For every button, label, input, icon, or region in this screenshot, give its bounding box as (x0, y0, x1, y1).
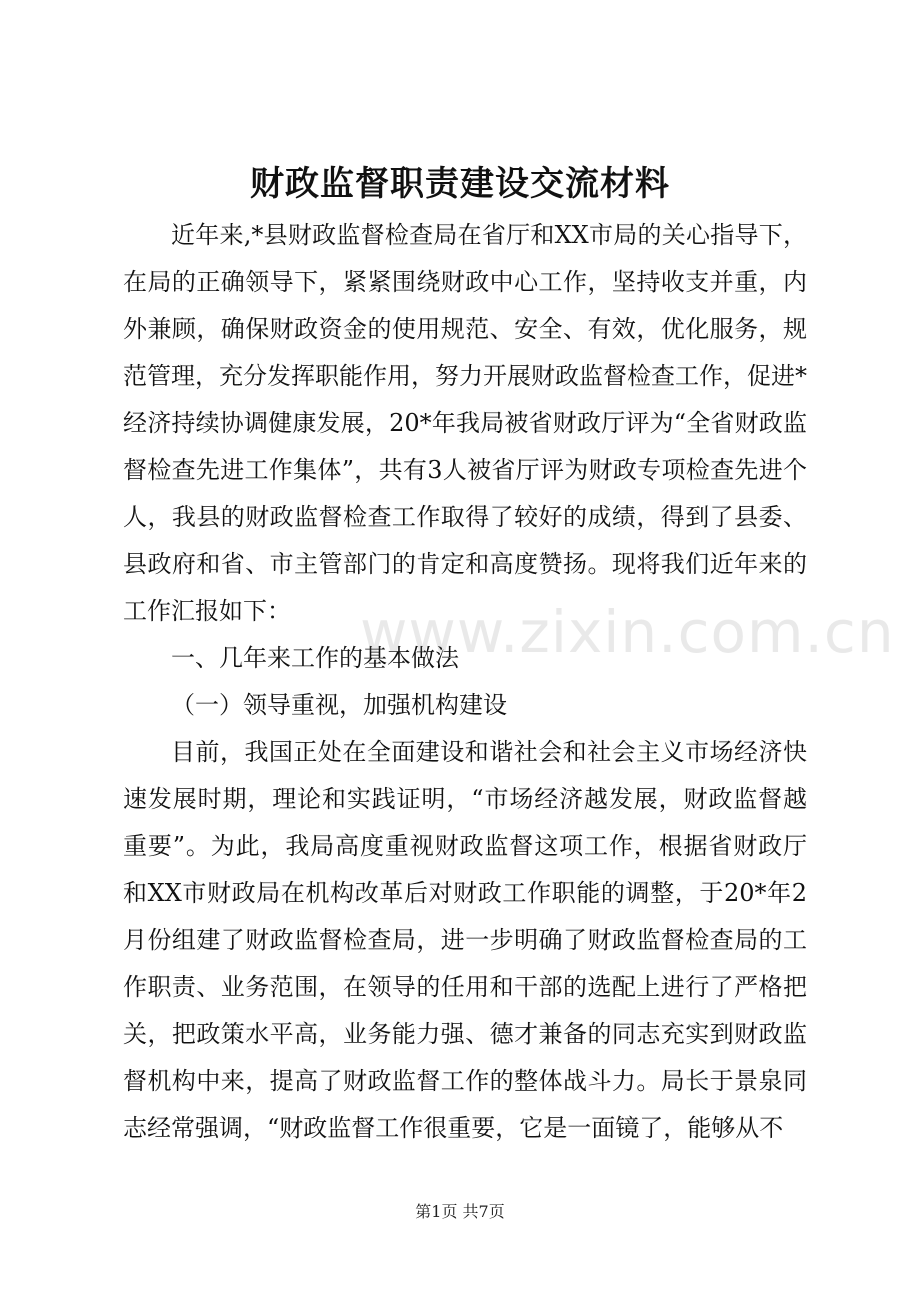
intro-paragraph: 近年来,*县财政监督检查局在省厅和XX市局的关心指导下，在局的正确领导下，紧紧围绕财政中心工作，坚持收支并重，内外兼顾，确保财政资金的使用规范、安全、有效，优化服务，规范管理，充分发挥职能作用，努力开展财政监督检查工作，促进*经济持续协调健康发展，20*年我局被省财政厅评为“全省财政监督检查先进工作集体”，共有3人被省厅评为财政专项检查先进个人，我县的财政监督检查工作取得了较好的成绩，得到了县委、县政府和省、市主管部门的肯定和高度赞扬。现将我们近年来的工作汇报如下： (123, 221, 807, 625)
document-body (123, 212, 807, 1152)
section-heading: 一、几年来工作的基本做法 (171, 644, 459, 672)
document-title: 财政监督职责建设交流材料 (250, 164, 670, 204)
subsection-heading: （一）领导重视，加强机构建设 (171, 691, 507, 719)
watermark: www.zixin.com.cn (360, 598, 895, 666)
body-paragraph: 目前，我国正处在全面建设和谐社会和社会主义市场经济快速发展时期，理论和实践证明，“市场经济越发展，财政监督越重要”。为此，我局高度重视财政监督这项工作，根据省财政厅和XX市财政局在机构改革后对财政工作职能的调整，于20*年2月份组建了财政监督检查局，进一步明确了财政监督检查局的工作职责、业务范围，在领导的任用和干部的选配上进行了严格把关，把政策水平高，业务能力强、德才兼备的同志充实到财政监督机构中来，提高了财政监督工作的整体战斗力。局长于景泉同志经常强调，“财政监督工作很重要，它是一面镜了，能够从不 (123, 738, 807, 1142)
page-footer: 第1页 共7页 (415, 1202, 505, 1221)
